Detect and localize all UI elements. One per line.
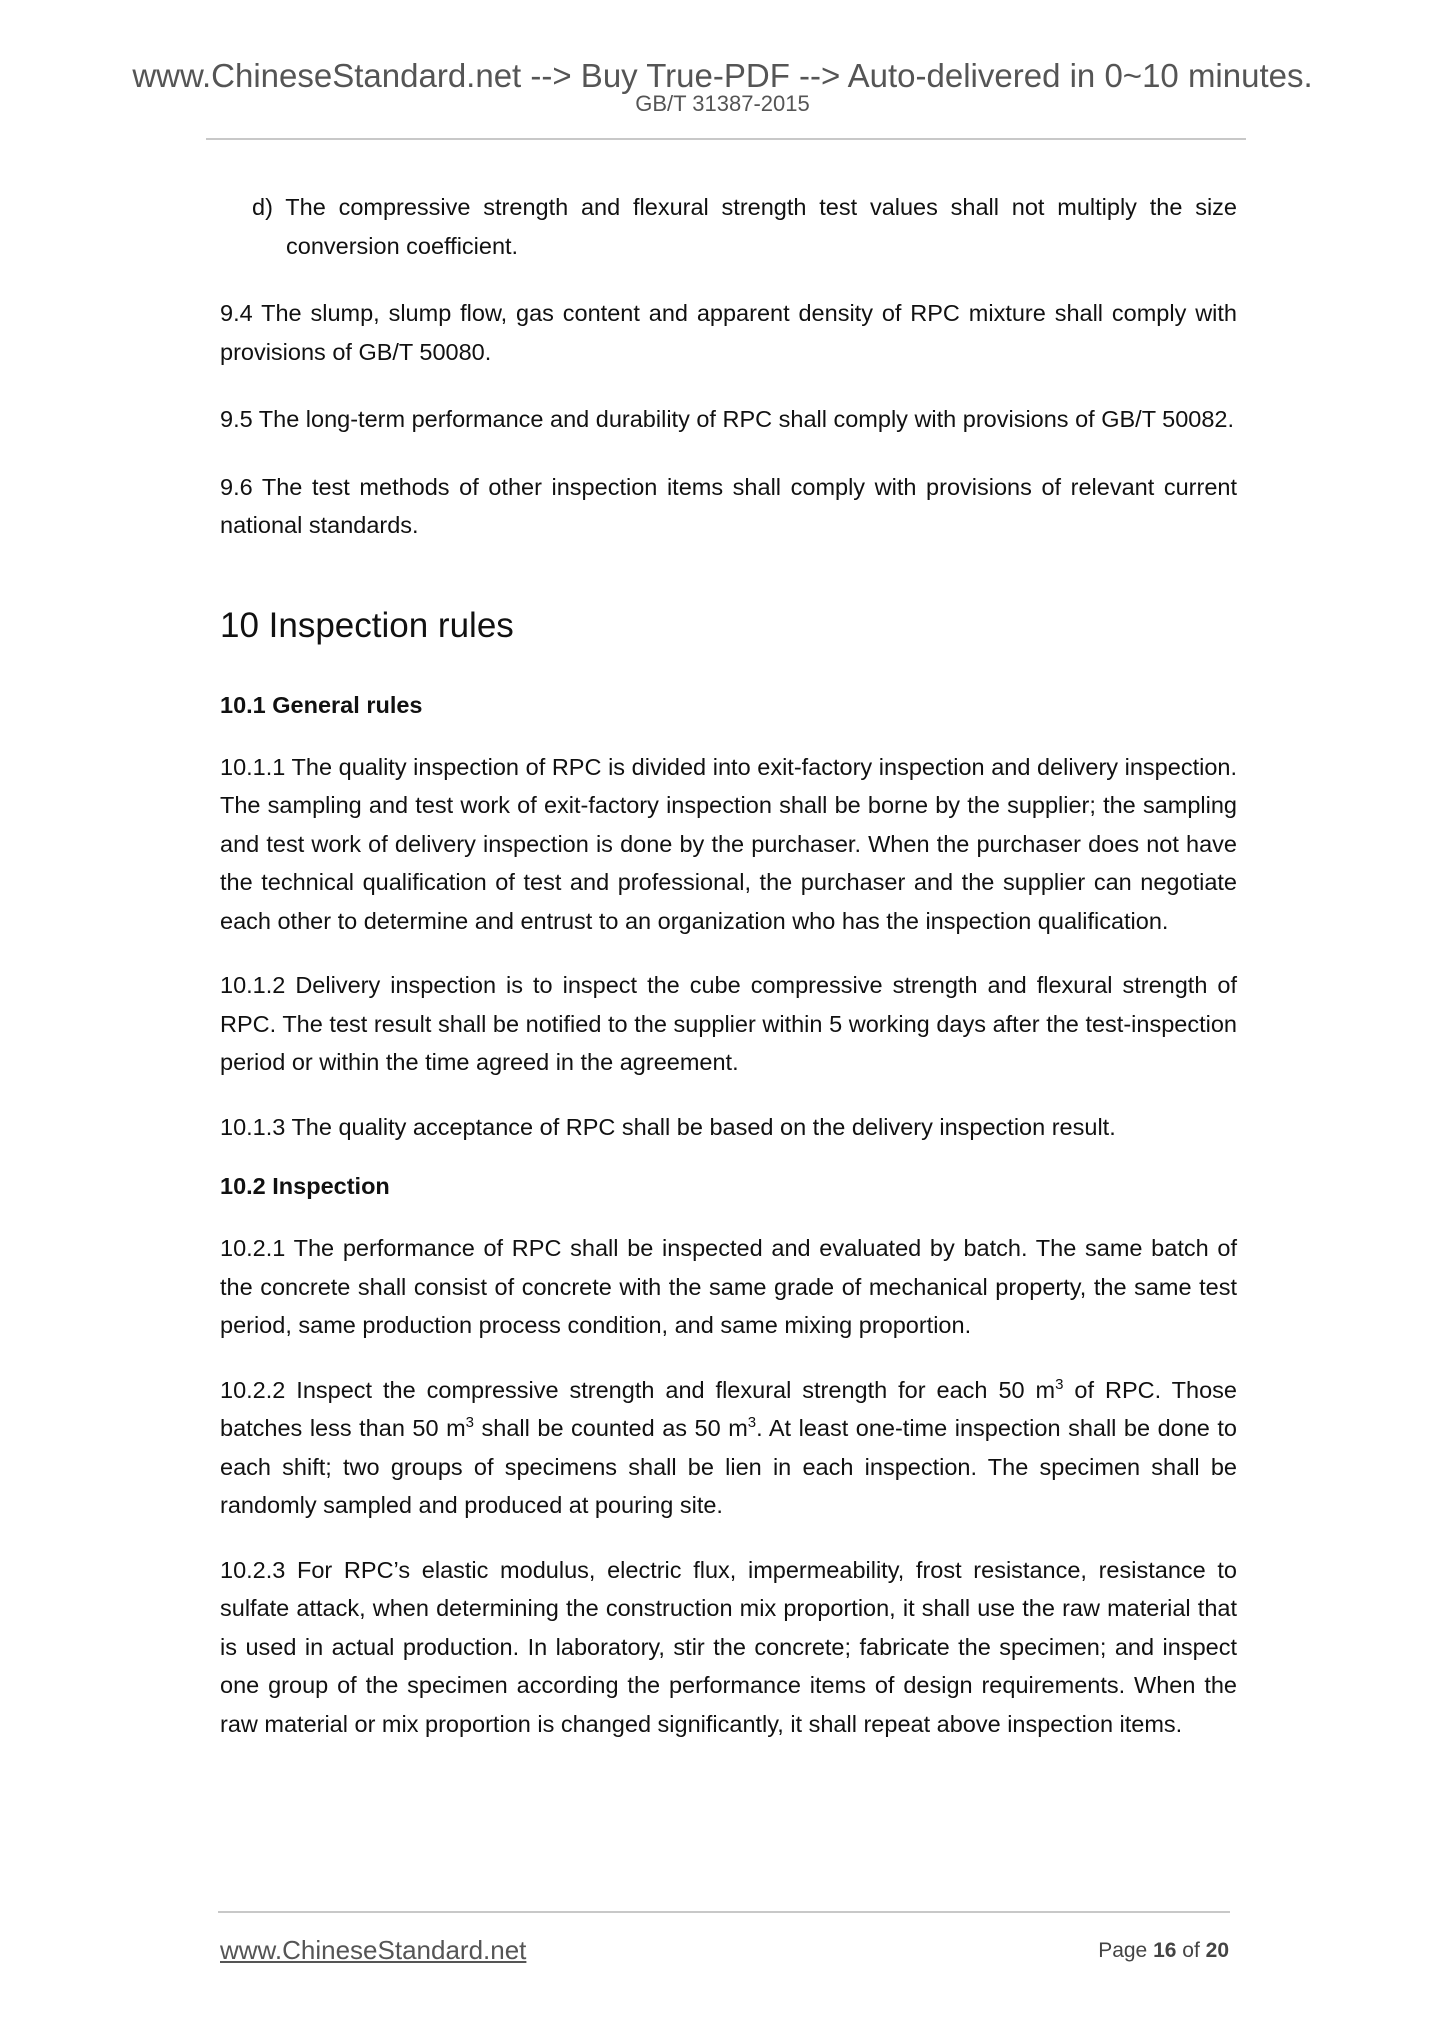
clause-9-4: 9.4 The slump, slump flow, gas content and apparent density of RPC mixture shall comply with provisions of GB/T 50080.: [220, 300, 1237, 365]
superscript: 3: [1055, 1375, 1064, 1393]
clause-text: . At least one-time inspection shall be done to each shift; two groups of specimens shall be lien in each inspection. The specimen shall be randomly sampled and produced at pouring site.: [220, 1415, 1237, 1518]
document-code: GB/T 31387-2015: [635, 91, 810, 116]
section-heading-10: 10 Inspection rules: [220, 605, 514, 645]
page-total: 20: [1205, 1939, 1229, 1962]
clause-10-1-1: 10.1.1 The quality inspection of RPC is divided into exit-factory inspection and delivery inspection. The sampling and test work of exit-factory inspection shall be borne by the supplier; the sampling and test work of delivery inspection is done by the purchaser. When the purchaser does not have the technical qualification of test and professional, the purchaser and the supplier can negotiate each other to determine and entrust to an organization who has the inspection qualification.: [220, 753, 1237, 934]
clause-10-1-2: 10.1.2 Delivery inspection is to inspect the cube compressive strength and flexural strength of RPC. The test result shall be notified to the supplier within 5 working days after the test-inspection period or within the time agreed in the agreement.: [220, 972, 1237, 1075]
clause-9-6: 9.6 The test methods of other inspection items shall comply with provisions of relevant current national standards.: [220, 473, 1237, 538]
subsection-heading-10-2: 10.2 Inspection: [220, 1173, 390, 1199]
page-of: of: [1182, 1939, 1200, 1962]
clause-text: shall be counted as 50 m: [474, 1415, 748, 1441]
site-banner[interactable]: www.ChineseStandard.net --> Buy True-PDF --> Auto-delivered in 0~10 minutes.: [132, 57, 1313, 94]
clause-10-2-1: 10.2.1 The performance of RPC shall be inspected and evaluated by batch. The same batch of the concrete shall consist of concrete with the same grade of mechanical property, the same test period, same production process condition, and same mixing proportion.: [220, 1235, 1237, 1338]
superscript: 3: [747, 1414, 757, 1431]
footer-divider: [218, 1911, 1230, 1913]
list-item-d: [220, 188, 1237, 265]
superscript: 3: [465, 1414, 474, 1431]
list-item-text: The compressive strength and flexural strength test values shall not multiply the size conversion coefficient.: [285, 194, 1237, 259]
clause-10-1-3: 10.1.3 The quality acceptance of RPC shall be based on the delivery inspection result.: [220, 1113, 1116, 1140]
clause-text: 10.2.2 Inspect the compressive strength and flexural strength for each 50 m: [220, 1376, 1056, 1403]
clause-10-2-3: 10.2.3 For RPC’s elastic modulus, electric flux, impermeability, frost resistance, resistance to sulfate attack, when determining the construction mix proportion, it shall use the raw material that is used in actual production. In laboratory, stir the concrete; fabricate the specimen; and inspect one group of the specimen according the performance items of design requirements. When the raw material or mix proportion is changed significantly, it shall repeat above inspection items.: [220, 1556, 1237, 1737]
page-label: Page: [1098, 1939, 1148, 1962]
page-body: [220, 188, 1237, 1743]
clause-10-2-2: [220, 1371, 1237, 1525]
page-current: 16: [1153, 1939, 1177, 1962]
page-number: [1098, 1938, 1229, 1964]
list-item-label: d): [252, 194, 273, 220]
header-divider: [206, 138, 1246, 140]
footer-site-link[interactable]: www.ChineseStandard.net: [220, 1935, 527, 1965]
clause-text: of RPC. Those batches less than 50 m: [220, 1376, 1237, 1441]
subsection-heading-10-1: 10.1 General rules: [220, 691, 423, 718]
clause-9-5: 9.5 The long-term performance and durability of RPC shall comply with provisions of GB/T 50082.: [220, 406, 1235, 432]
